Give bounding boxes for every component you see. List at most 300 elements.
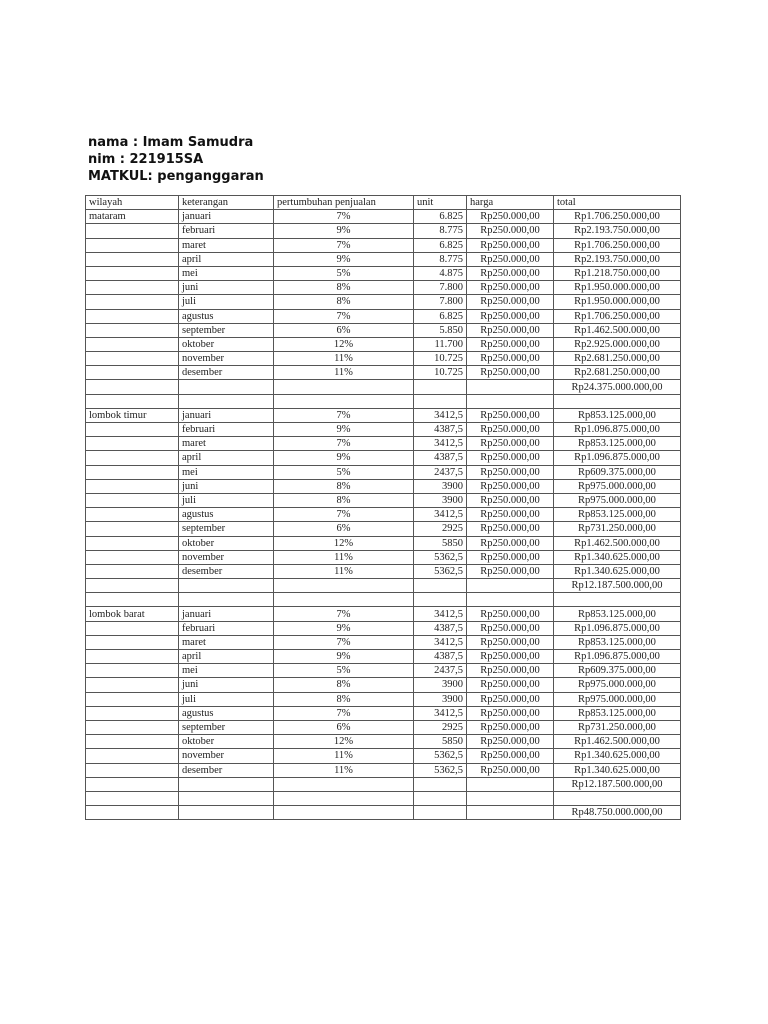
cell-keterangan: desember bbox=[179, 763, 274, 777]
cell-total: Rp853.125.000,00 bbox=[554, 408, 681, 422]
cell-pertumbuhan: 12% bbox=[274, 536, 414, 550]
cell-wilayah bbox=[86, 550, 179, 564]
table-row bbox=[86, 238, 681, 252]
cell-pertumbuhan: 5% bbox=[274, 664, 414, 678]
cell-unit: 2925 bbox=[414, 720, 467, 734]
table-body bbox=[86, 196, 681, 820]
cell-pertumbuhan: 7% bbox=[274, 437, 414, 451]
cell-unit: 5850 bbox=[414, 735, 467, 749]
cell-wilayah bbox=[86, 352, 179, 366]
cell-wilayah bbox=[86, 508, 179, 522]
cell-harga: Rp250.000,00 bbox=[467, 678, 554, 692]
header-harga: harga bbox=[467, 196, 554, 210]
cell-pertumbuhan: 8% bbox=[274, 295, 414, 309]
cell-harga: Rp250.000,00 bbox=[467, 295, 554, 309]
cell-pertumbuhan: 12% bbox=[274, 735, 414, 749]
cell-total: Rp12.187.500.000,00 bbox=[554, 777, 681, 791]
cell-unit: 4387,5 bbox=[414, 621, 467, 635]
cell-pertumbuhan: 8% bbox=[274, 281, 414, 295]
cell-total: Rp1.706.250.000,00 bbox=[554, 238, 681, 252]
cell-harga: Rp250.000,00 bbox=[467, 437, 554, 451]
table-row bbox=[86, 650, 681, 664]
cell-wilayah bbox=[86, 323, 179, 337]
cell-harga: Rp250.000,00 bbox=[467, 210, 554, 224]
cell-harga: Rp250.000,00 bbox=[467, 550, 554, 564]
table-header-row bbox=[86, 196, 681, 210]
cell-keterangan bbox=[179, 380, 274, 394]
cell-unit: 6.825 bbox=[414, 238, 467, 252]
cell-total: Rp1.340.625.000,00 bbox=[554, 763, 681, 777]
cell-pertumbuhan bbox=[274, 777, 414, 791]
cell-pertumbuhan: 11% bbox=[274, 749, 414, 763]
cell-total: Rp853.125.000,00 bbox=[554, 437, 681, 451]
cell-unit: 3412,5 bbox=[414, 635, 467, 649]
cell-harga: Rp250.000,00 bbox=[467, 266, 554, 280]
cell-harga: Rp250.000,00 bbox=[467, 252, 554, 266]
table-row bbox=[86, 763, 681, 777]
table-row bbox=[86, 408, 681, 422]
cell-unit: 4387,5 bbox=[414, 650, 467, 664]
cell-pertumbuhan: 12% bbox=[274, 337, 414, 351]
cell-total: Rp1.706.250.000,00 bbox=[554, 309, 681, 323]
table-row bbox=[86, 706, 681, 720]
table-row bbox=[86, 791, 681, 805]
cell-pertumbuhan: 7% bbox=[274, 210, 414, 224]
cell-harga: Rp250.000,00 bbox=[467, 706, 554, 720]
cell-pertumbuhan bbox=[274, 579, 414, 593]
cell-keterangan: november bbox=[179, 749, 274, 763]
cell-keterangan: januari bbox=[179, 210, 274, 224]
header-keterangan: keterangan bbox=[179, 196, 274, 210]
cell-total: Rp2.681.250.000,00 bbox=[554, 366, 681, 380]
table-row bbox=[86, 323, 681, 337]
cell-harga bbox=[467, 579, 554, 593]
cell-unit bbox=[414, 394, 467, 408]
cell-wilayah bbox=[86, 536, 179, 550]
cell-harga: Rp250.000,00 bbox=[467, 493, 554, 507]
cell-wilayah bbox=[86, 664, 179, 678]
cell-unit: 7.800 bbox=[414, 295, 467, 309]
cell-unit: 2925 bbox=[414, 522, 467, 536]
cell-total: Rp609.375.000,00 bbox=[554, 465, 681, 479]
cell-keterangan: desember bbox=[179, 564, 274, 578]
table-row bbox=[86, 380, 681, 394]
cell-total: Rp853.125.000,00 bbox=[554, 706, 681, 720]
cell-keterangan: februari bbox=[179, 423, 274, 437]
header-total: total bbox=[554, 196, 681, 210]
cell-harga: Rp250.000,00 bbox=[467, 564, 554, 578]
cell-keterangan: april bbox=[179, 650, 274, 664]
cell-wilayah bbox=[86, 579, 179, 593]
cell-total: Rp12.187.500.000,00 bbox=[554, 579, 681, 593]
cell-keterangan bbox=[179, 593, 274, 607]
cell-pertumbuhan: 9% bbox=[274, 423, 414, 437]
cell-keterangan: maret bbox=[179, 238, 274, 252]
cell-total: Rp1.462.500.000,00 bbox=[554, 536, 681, 550]
cell-unit: 5362,5 bbox=[414, 564, 467, 578]
cell-pertumbuhan: 8% bbox=[274, 692, 414, 706]
cell-keterangan bbox=[179, 394, 274, 408]
cell-harga: Rp250.000,00 bbox=[467, 635, 554, 649]
cell-total: Rp853.125.000,00 bbox=[554, 635, 681, 649]
cell-harga: Rp250.000,00 bbox=[467, 621, 554, 635]
cell-total: Rp1.462.500.000,00 bbox=[554, 323, 681, 337]
cell-keterangan: mei bbox=[179, 465, 274, 479]
cell-wilayah bbox=[86, 281, 179, 295]
header-pertumbuhan: pertumbuhan penjualan bbox=[274, 196, 414, 210]
table-row bbox=[86, 479, 681, 493]
cell-total: Rp1.950.000.000,00 bbox=[554, 281, 681, 295]
cell-unit: 4387,5 bbox=[414, 451, 467, 465]
cell-wilayah bbox=[86, 593, 179, 607]
table-row bbox=[86, 352, 681, 366]
cell-unit: 3900 bbox=[414, 493, 467, 507]
sales-budget-table bbox=[85, 195, 681, 820]
cell-harga: Rp250.000,00 bbox=[467, 352, 554, 366]
cell-pertumbuhan: 8% bbox=[274, 479, 414, 493]
cell-harga: Rp250.000,00 bbox=[467, 763, 554, 777]
cell-wilayah bbox=[86, 337, 179, 351]
table-row bbox=[86, 664, 681, 678]
cell-wilayah bbox=[86, 266, 179, 280]
table-row bbox=[86, 266, 681, 280]
cell-unit: 8.775 bbox=[414, 224, 467, 238]
student-name: nama : Imam Samudra bbox=[88, 135, 254, 150]
cell-unit bbox=[414, 806, 467, 820]
cell-total: Rp1.706.250.000,00 bbox=[554, 210, 681, 224]
cell-pertumbuhan bbox=[274, 791, 414, 805]
cell-unit: 6.825 bbox=[414, 210, 467, 224]
cell-unit bbox=[414, 777, 467, 791]
cell-unit: 3412,5 bbox=[414, 607, 467, 621]
cell-keterangan: juli bbox=[179, 493, 274, 507]
cell-pertumbuhan: 8% bbox=[274, 678, 414, 692]
cell-keterangan: agustus bbox=[179, 309, 274, 323]
cell-keterangan: juni bbox=[179, 479, 274, 493]
cell-total: Rp975.000.000,00 bbox=[554, 479, 681, 493]
table-row bbox=[86, 394, 681, 408]
cell-harga bbox=[467, 593, 554, 607]
cell-total bbox=[554, 791, 681, 805]
cell-harga: Rp250.000,00 bbox=[467, 522, 554, 536]
cell-wilayah bbox=[86, 493, 179, 507]
cell-total: Rp2.681.250.000,00 bbox=[554, 352, 681, 366]
cell-harga: Rp250.000,00 bbox=[467, 366, 554, 380]
table-row bbox=[86, 536, 681, 550]
cell-keterangan: oktober bbox=[179, 536, 274, 550]
cell-keterangan: juli bbox=[179, 692, 274, 706]
cell-pertumbuhan: 9% bbox=[274, 650, 414, 664]
cell-unit: 10.725 bbox=[414, 366, 467, 380]
cell-pertumbuhan: 7% bbox=[274, 408, 414, 422]
cell-total: Rp1.340.625.000,00 bbox=[554, 749, 681, 763]
cell-keterangan bbox=[179, 579, 274, 593]
cell-wilayah bbox=[86, 224, 179, 238]
cell-unit bbox=[414, 579, 467, 593]
cell-total: Rp1.340.625.000,00 bbox=[554, 564, 681, 578]
table-row bbox=[86, 593, 681, 607]
cell-pertumbuhan: 7% bbox=[274, 508, 414, 522]
cell-wilayah: lombok barat bbox=[86, 607, 179, 621]
cell-total: Rp1.950.000.000,00 bbox=[554, 295, 681, 309]
cell-keterangan bbox=[179, 791, 274, 805]
cell-total: Rp975.000.000,00 bbox=[554, 678, 681, 692]
cell-unit bbox=[414, 791, 467, 805]
cell-keterangan bbox=[179, 806, 274, 820]
cell-pertumbuhan: 7% bbox=[274, 238, 414, 252]
cell-keterangan: mei bbox=[179, 266, 274, 280]
cell-wilayah bbox=[86, 749, 179, 763]
cell-total: Rp975.000.000,00 bbox=[554, 692, 681, 706]
table-row bbox=[86, 720, 681, 734]
table-row bbox=[86, 806, 681, 820]
table-row bbox=[86, 295, 681, 309]
cell-pertumbuhan bbox=[274, 806, 414, 820]
cell-pertumbuhan: 11% bbox=[274, 763, 414, 777]
header-unit: unit bbox=[414, 196, 467, 210]
table-row bbox=[86, 451, 681, 465]
cell-pertumbuhan: 9% bbox=[274, 252, 414, 266]
cell-wilayah bbox=[86, 309, 179, 323]
cell-pertumbuhan: 8% bbox=[274, 493, 414, 507]
cell-keterangan bbox=[179, 777, 274, 791]
cell-wilayah bbox=[86, 763, 179, 777]
cell-unit: 5362,5 bbox=[414, 550, 467, 564]
cell-unit: 3412,5 bbox=[414, 437, 467, 451]
cell-wilayah bbox=[86, 806, 179, 820]
table-row bbox=[86, 607, 681, 621]
table-row bbox=[86, 635, 681, 649]
cell-pertumbuhan: 11% bbox=[274, 352, 414, 366]
cell-harga: Rp250.000,00 bbox=[467, 451, 554, 465]
cell-unit: 3900 bbox=[414, 692, 467, 706]
cell-pertumbuhan: 5% bbox=[274, 465, 414, 479]
cell-total bbox=[554, 394, 681, 408]
cell-harga: Rp250.000,00 bbox=[467, 664, 554, 678]
cell-pertumbuhan: 7% bbox=[274, 635, 414, 649]
cell-wilayah bbox=[86, 706, 179, 720]
cell-total: Rp1.096.875.000,00 bbox=[554, 451, 681, 465]
cell-unit: 11.700 bbox=[414, 337, 467, 351]
cell-unit: 2437,5 bbox=[414, 664, 467, 678]
cell-wilayah bbox=[86, 621, 179, 635]
table-row bbox=[86, 678, 681, 692]
cell-unit: 3412,5 bbox=[414, 408, 467, 422]
cell-keterangan: juli bbox=[179, 295, 274, 309]
cell-pertumbuhan: 7% bbox=[274, 309, 414, 323]
cell-wilayah bbox=[86, 522, 179, 536]
cell-pertumbuhan: 9% bbox=[274, 451, 414, 465]
cell-total: Rp975.000.000,00 bbox=[554, 493, 681, 507]
cell-pertumbuhan: 6% bbox=[274, 522, 414, 536]
cell-keterangan: agustus bbox=[179, 706, 274, 720]
cell-harga: Rp250.000,00 bbox=[467, 323, 554, 337]
student-nim: nim : 221915SA bbox=[88, 152, 204, 167]
cell-keterangan: september bbox=[179, 323, 274, 337]
cell-keterangan: mei bbox=[179, 664, 274, 678]
table-row bbox=[86, 252, 681, 266]
table-row bbox=[86, 564, 681, 578]
cell-wilayah bbox=[86, 252, 179, 266]
cell-wilayah: lombok timur bbox=[86, 408, 179, 422]
cell-total: Rp1.096.875.000,00 bbox=[554, 650, 681, 664]
cell-harga: Rp250.000,00 bbox=[467, 508, 554, 522]
cell-keterangan: november bbox=[179, 550, 274, 564]
cell-total: Rp1.340.625.000,00 bbox=[554, 550, 681, 564]
cell-keterangan: april bbox=[179, 451, 274, 465]
cell-pertumbuhan bbox=[274, 380, 414, 394]
cell-unit: 3900 bbox=[414, 678, 467, 692]
table-row bbox=[86, 522, 681, 536]
cell-pertumbuhan bbox=[274, 394, 414, 408]
cell-unit: 2437,5 bbox=[414, 465, 467, 479]
cell-unit: 10.725 bbox=[414, 352, 467, 366]
cell-total: Rp2.193.750.000,00 bbox=[554, 224, 681, 238]
cell-harga bbox=[467, 777, 554, 791]
table-row bbox=[86, 749, 681, 763]
table-row bbox=[86, 508, 681, 522]
course-name: MATKUL: penganggaran bbox=[88, 169, 264, 184]
cell-pertumbuhan: 11% bbox=[274, 564, 414, 578]
cell-wilayah bbox=[86, 650, 179, 664]
cell-keterangan: oktober bbox=[179, 735, 274, 749]
cell-keterangan: januari bbox=[179, 607, 274, 621]
cell-unit: 5362,5 bbox=[414, 749, 467, 763]
table-row bbox=[86, 366, 681, 380]
cell-unit bbox=[414, 593, 467, 607]
cell-unit: 3412,5 bbox=[414, 706, 467, 720]
cell-total: Rp731.250.000,00 bbox=[554, 720, 681, 734]
cell-pertumbuhan: 6% bbox=[274, 323, 414, 337]
cell-keterangan: agustus bbox=[179, 508, 274, 522]
cell-total: Rp853.125.000,00 bbox=[554, 508, 681, 522]
cell-wilayah bbox=[86, 437, 179, 451]
cell-keterangan: april bbox=[179, 252, 274, 266]
table-row bbox=[86, 550, 681, 564]
document-header bbox=[88, 134, 264, 185]
cell-unit: 8.775 bbox=[414, 252, 467, 266]
cell-keterangan: januari bbox=[179, 408, 274, 422]
table-row bbox=[86, 437, 681, 451]
cell-total: Rp1.218.750.000,00 bbox=[554, 266, 681, 280]
cell-unit: 5362,5 bbox=[414, 763, 467, 777]
table-row bbox=[86, 777, 681, 791]
cell-total: Rp2.193.750.000,00 bbox=[554, 252, 681, 266]
cell-total: Rp853.125.000,00 bbox=[554, 607, 681, 621]
table-row bbox=[86, 210, 681, 224]
cell-keterangan: september bbox=[179, 720, 274, 734]
cell-harga: Rp250.000,00 bbox=[467, 337, 554, 351]
cell-pertumbuhan bbox=[274, 593, 414, 607]
cell-unit bbox=[414, 380, 467, 394]
cell-total: Rp1.096.875.000,00 bbox=[554, 621, 681, 635]
cell-harga: Rp250.000,00 bbox=[467, 479, 554, 493]
cell-unit: 4387,5 bbox=[414, 423, 467, 437]
header-wilayah: wilayah bbox=[86, 196, 179, 210]
table-row bbox=[86, 423, 681, 437]
cell-unit: 7.800 bbox=[414, 281, 467, 295]
cell-pertumbuhan: 5% bbox=[274, 266, 414, 280]
cell-pertumbuhan: 11% bbox=[274, 550, 414, 564]
table-row bbox=[86, 579, 681, 593]
cell-pertumbuhan: 6% bbox=[274, 720, 414, 734]
cell-total bbox=[554, 593, 681, 607]
cell-pertumbuhan: 9% bbox=[274, 224, 414, 238]
cell-wilayah bbox=[86, 238, 179, 252]
cell-wilayah bbox=[86, 295, 179, 309]
cell-wilayah bbox=[86, 366, 179, 380]
cell-harga bbox=[467, 791, 554, 805]
cell-total: Rp1.096.875.000,00 bbox=[554, 423, 681, 437]
cell-harga: Rp250.000,00 bbox=[467, 423, 554, 437]
cell-wilayah bbox=[86, 451, 179, 465]
cell-unit: 3900 bbox=[414, 479, 467, 493]
cell-keterangan: desember bbox=[179, 366, 274, 380]
cell-wilayah bbox=[86, 635, 179, 649]
cell-keterangan: november bbox=[179, 352, 274, 366]
table-row bbox=[86, 465, 681, 479]
cell-total: Rp48.750.000.000,00 bbox=[554, 806, 681, 820]
cell-harga: Rp250.000,00 bbox=[467, 465, 554, 479]
cell-unit: 5.850 bbox=[414, 323, 467, 337]
cell-wilayah: mataram bbox=[86, 210, 179, 224]
cell-pertumbuhan: 7% bbox=[274, 607, 414, 621]
cell-harga: Rp250.000,00 bbox=[467, 309, 554, 323]
cell-keterangan: februari bbox=[179, 621, 274, 635]
cell-harga: Rp250.000,00 bbox=[467, 692, 554, 706]
cell-harga: Rp250.000,00 bbox=[467, 224, 554, 238]
cell-unit: 4.875 bbox=[414, 266, 467, 280]
cell-harga: Rp250.000,00 bbox=[467, 238, 554, 252]
table-row bbox=[86, 337, 681, 351]
cell-wilayah bbox=[86, 394, 179, 408]
cell-pertumbuhan: 9% bbox=[274, 621, 414, 635]
cell-keterangan: september bbox=[179, 522, 274, 536]
cell-unit: 6.825 bbox=[414, 309, 467, 323]
cell-harga: Rp250.000,00 bbox=[467, 735, 554, 749]
cell-harga bbox=[467, 380, 554, 394]
cell-wilayah bbox=[86, 692, 179, 706]
cell-wilayah bbox=[86, 380, 179, 394]
cell-harga: Rp250.000,00 bbox=[467, 650, 554, 664]
cell-wilayah bbox=[86, 465, 179, 479]
cell-keterangan: maret bbox=[179, 635, 274, 649]
cell-unit: 5850 bbox=[414, 536, 467, 550]
cell-harga: Rp250.000,00 bbox=[467, 536, 554, 550]
table-row bbox=[86, 692, 681, 706]
cell-unit: 3412,5 bbox=[414, 508, 467, 522]
cell-total: Rp1.462.500.000,00 bbox=[554, 735, 681, 749]
cell-harga: Rp250.000,00 bbox=[467, 408, 554, 422]
table-row bbox=[86, 621, 681, 635]
cell-wilayah bbox=[86, 423, 179, 437]
cell-wilayah bbox=[86, 678, 179, 692]
cell-wilayah bbox=[86, 791, 179, 805]
cell-keterangan: oktober bbox=[179, 337, 274, 351]
cell-wilayah bbox=[86, 720, 179, 734]
cell-pertumbuhan: 7% bbox=[274, 706, 414, 720]
cell-total: Rp2.925.000.000,00 bbox=[554, 337, 681, 351]
table-row bbox=[86, 224, 681, 238]
cell-harga: Rp250.000,00 bbox=[467, 607, 554, 621]
cell-keterangan: februari bbox=[179, 224, 274, 238]
cell-harga bbox=[467, 806, 554, 820]
cell-harga bbox=[467, 394, 554, 408]
table-row bbox=[86, 309, 681, 323]
table-row bbox=[86, 281, 681, 295]
cell-total: Rp24.375.000.000,00 bbox=[554, 380, 681, 394]
cell-harga: Rp250.000,00 bbox=[467, 749, 554, 763]
